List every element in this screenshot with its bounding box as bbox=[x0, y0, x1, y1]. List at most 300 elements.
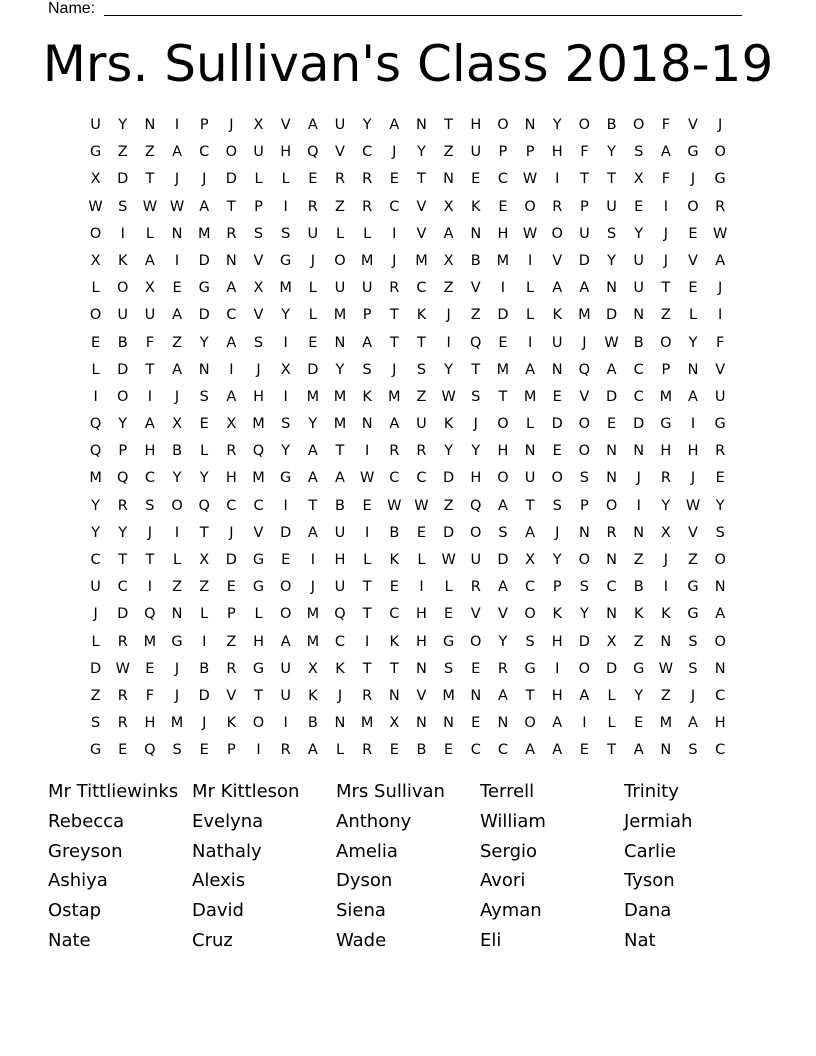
grid-cell[interactable]: M bbox=[659, 388, 673, 405]
grid-cell[interactable]: A bbox=[579, 280, 590, 297]
grid-cell[interactable]: O bbox=[470, 524, 482, 541]
grid-cell[interactable]: O bbox=[578, 416, 591, 433]
grid-cell[interactable]: N bbox=[443, 171, 455, 188]
grid-cell[interactable]: Z bbox=[443, 280, 454, 297]
grid-cell[interactable]: M bbox=[279, 280, 292, 297]
grid-cell[interactable]: H bbox=[280, 144, 292, 161]
grid-cell[interactable]: D bbox=[578, 252, 590, 269]
grid-cell[interactable]: Q bbox=[470, 497, 482, 514]
grid-cell[interactable]: O bbox=[714, 144, 726, 161]
grid-cell[interactable]: T bbox=[579, 171, 589, 188]
grid-cell[interactable]: A bbox=[525, 742, 536, 759]
grid-cell[interactable]: P bbox=[362, 307, 372, 324]
grid-cell[interactable]: Y bbox=[688, 334, 698, 351]
grid-cell[interactable]: I bbox=[392, 225, 397, 242]
grid-cell[interactable]: E bbox=[226, 579, 236, 596]
grid-cell[interactable]: B bbox=[389, 524, 400, 541]
grid-cell[interactable]: N bbox=[416, 715, 427, 732]
grid-cell[interactable]: N bbox=[606, 443, 617, 460]
grid-cell[interactable]: C bbox=[715, 742, 726, 759]
grid-cell[interactable]: Q bbox=[144, 606, 156, 623]
grid-cell[interactable]: N bbox=[416, 660, 427, 677]
grid-cell[interactable]: I bbox=[256, 742, 261, 759]
grid-cell[interactable]: I bbox=[636, 497, 641, 514]
grid-cell[interactable]: H bbox=[416, 606, 427, 623]
grid-cell[interactable]: C bbox=[606, 579, 617, 596]
grid-cell[interactable]: X bbox=[606, 633, 617, 650]
grid-cell[interactable]: Y bbox=[362, 117, 372, 133]
grid-cell[interactable]: I bbox=[663, 579, 668, 596]
grid-cell[interactable]: W bbox=[441, 552, 456, 568]
grid-cell[interactable]: U bbox=[524, 470, 536, 487]
grid-cell[interactable]: D bbox=[117, 606, 129, 623]
grid-cell[interactable]: E bbox=[688, 225, 698, 242]
grid-cell[interactable]: Z bbox=[633, 552, 644, 568]
grid-cell[interactable]: U bbox=[334, 280, 346, 297]
grid-cell[interactable]: O bbox=[714, 552, 726, 568]
grid-cell[interactable]: O bbox=[632, 117, 645, 133]
grid-cell[interactable]: A bbox=[660, 144, 671, 161]
grid-cell[interactable]: N bbox=[171, 225, 183, 242]
grid-cell[interactable]: K bbox=[308, 687, 318, 704]
name-field[interactable] bbox=[48, 0, 742, 18]
grid-cell[interactable]: E bbox=[634, 198, 644, 215]
grid-cell[interactable]: X bbox=[90, 171, 101, 188]
grid-cell[interactable]: U bbox=[416, 416, 427, 433]
grid-cell[interactable]: H bbox=[714, 715, 726, 732]
grid-cell[interactable]: O bbox=[524, 715, 536, 732]
grid-cell[interactable]: I bbox=[527, 252, 533, 269]
grid-cell[interactable]: E bbox=[444, 742, 454, 759]
grid-cell[interactable]: V bbox=[416, 687, 427, 704]
grid-cell[interactable]: V bbox=[497, 606, 508, 623]
grid-cell[interactable]: E bbox=[389, 579, 399, 596]
grid-cell[interactable]: H bbox=[225, 470, 237, 487]
grid-cell[interactable]: L bbox=[363, 225, 372, 242]
grid-cell[interactable]: A bbox=[172, 307, 182, 324]
grid-cell[interactable]: L bbox=[308, 280, 317, 297]
grid-cell[interactable]: Y bbox=[634, 687, 644, 704]
grid-cell[interactable]: A bbox=[552, 715, 563, 732]
grid-cell[interactable]: O bbox=[117, 280, 129, 297]
grid-cell[interactable]: O bbox=[89, 307, 102, 324]
grid-cell[interactable]: T bbox=[335, 443, 345, 460]
grid-cell[interactable]: U bbox=[551, 334, 563, 351]
grid-cell[interactable]: C bbox=[525, 579, 536, 596]
grid-cell[interactable]: C bbox=[633, 361, 644, 378]
grid-cell[interactable]: D bbox=[225, 171, 237, 188]
grid-cell[interactable]: R bbox=[497, 660, 508, 677]
grid-cell[interactable]: M bbox=[659, 715, 673, 732]
grid-cell[interactable]: L bbox=[607, 715, 616, 732]
grid-cell[interactable]: C bbox=[117, 579, 128, 596]
grid-cell[interactable]: E bbox=[172, 280, 182, 297]
grid-cell[interactable]: U bbox=[606, 198, 617, 215]
grid-cell[interactable]: R bbox=[307, 198, 318, 215]
grid-cell[interactable]: N bbox=[687, 361, 699, 378]
grid-cell[interactable]: N bbox=[633, 443, 645, 460]
grid-cell[interactable]: T bbox=[525, 497, 535, 514]
grid-cell[interactable]: X bbox=[90, 252, 101, 269]
grid-cell[interactable]: L bbox=[281, 171, 290, 188]
grid-cell[interactable]: E bbox=[199, 742, 209, 759]
grid-cell[interactable]: A bbox=[362, 334, 373, 351]
grid-cell[interactable]: R bbox=[362, 687, 373, 704]
grid-cell[interactable]: U bbox=[633, 280, 645, 297]
grid-cell[interactable]: B bbox=[199, 660, 210, 677]
grid-cell[interactable]: L bbox=[526, 307, 535, 324]
grid-cell[interactable]: J bbox=[256, 361, 261, 378]
grid-cell[interactable]: J bbox=[663, 552, 668, 568]
grid-cell[interactable]: I bbox=[283, 388, 288, 405]
grid-cell[interactable]: M bbox=[252, 416, 265, 433]
grid-cell[interactable]: N bbox=[144, 117, 156, 133]
grid-cell[interactable]: U bbox=[714, 388, 726, 405]
grid-cell[interactable]: W bbox=[88, 198, 103, 215]
grid-cell[interactable]: M bbox=[578, 307, 591, 324]
grid-cell[interactable]: N bbox=[606, 552, 617, 568]
grid-cell[interactable]: X bbox=[199, 552, 210, 568]
grid-cell[interactable]: A bbox=[497, 497, 508, 514]
grid-cell[interactable]: L bbox=[145, 225, 154, 242]
grid-cell[interactable]: S bbox=[688, 633, 698, 650]
grid-cell[interactable]: P bbox=[118, 443, 128, 460]
grid-cell[interactable]: T bbox=[444, 117, 454, 133]
grid-cell[interactable]: N bbox=[443, 715, 455, 732]
grid-cell[interactable]: U bbox=[633, 252, 645, 269]
grid-cell[interactable]: L bbox=[91, 633, 100, 650]
grid-cell[interactable]: E bbox=[471, 171, 481, 188]
grid-cell[interactable]: O bbox=[497, 117, 509, 133]
grid-cell[interactable]: U bbox=[90, 117, 101, 133]
grid-cell[interactable]: S bbox=[606, 225, 617, 242]
grid-cell[interactable]: K bbox=[661, 606, 671, 623]
grid-cell[interactable]: P bbox=[552, 579, 562, 596]
grid-cell[interactable]: V bbox=[416, 198, 427, 215]
grid-cell[interactable]: T bbox=[417, 334, 426, 351]
grid-cell[interactable]: Y bbox=[199, 334, 209, 351]
grid-cell[interactable]: E bbox=[389, 171, 399, 188]
grid-cell[interactable]: F bbox=[661, 171, 671, 188]
grid-cell[interactable]: I bbox=[718, 307, 723, 324]
grid-cell[interactable]: H bbox=[253, 388, 264, 405]
grid-cell[interactable]: C bbox=[226, 307, 237, 324]
grid-cell[interactable]: U bbox=[117, 307, 129, 324]
grid-cell[interactable]: M bbox=[306, 606, 320, 623]
grid-cell[interactable]: C bbox=[199, 144, 210, 161]
grid-cell[interactable]: C bbox=[416, 280, 427, 297]
grid-cell[interactable]: J bbox=[473, 416, 478, 433]
grid-cell[interactable]: O bbox=[470, 633, 482, 650]
grid-cell[interactable]: A bbox=[443, 225, 454, 242]
grid-cell[interactable]: T bbox=[362, 579, 372, 596]
grid-cell[interactable]: E bbox=[688, 280, 698, 297]
grid-cell[interactable]: T bbox=[362, 606, 372, 623]
grid-cell[interactable]: I bbox=[229, 361, 234, 378]
grid-cell[interactable]: J bbox=[582, 334, 587, 351]
grid-cell[interactable]: E bbox=[552, 388, 562, 405]
grid-cell[interactable]: E bbox=[444, 606, 454, 623]
grid-cell[interactable]: N bbox=[524, 117, 536, 133]
grid-cell[interactable]: A bbox=[579, 687, 590, 704]
grid-cell[interactable]: K bbox=[443, 416, 454, 433]
grid-cell[interactable]: Z bbox=[660, 687, 671, 704]
grid-cell[interactable]: J bbox=[337, 687, 343, 704]
grid-cell[interactable]: H bbox=[416, 633, 427, 650]
grid-cell[interactable]: I bbox=[365, 633, 370, 650]
grid-cell[interactable]: O bbox=[578, 552, 591, 568]
grid-cell[interactable]: V bbox=[253, 307, 264, 324]
grid-cell[interactable]: N bbox=[334, 715, 346, 732]
grid-cell[interactable]: P bbox=[199, 117, 209, 133]
grid-cell[interactable]: I bbox=[690, 416, 696, 433]
grid-cell[interactable]: O bbox=[279, 579, 292, 596]
grid-cell[interactable]: V bbox=[253, 252, 264, 269]
grid-cell[interactable]: W bbox=[115, 660, 130, 677]
grid-cell[interactable]: G bbox=[633, 660, 645, 677]
grid-cell[interactable]: N bbox=[524, 443, 536, 460]
grid-cell[interactable]: R bbox=[715, 443, 726, 460]
grid-cell[interactable]: A bbox=[715, 252, 726, 269]
grid-cell[interactable]: A bbox=[307, 117, 318, 133]
grid-cell[interactable]: R bbox=[389, 443, 400, 460]
grid-cell[interactable]: L bbox=[417, 552, 426, 568]
grid-cell[interactable]: D bbox=[605, 307, 618, 324]
grid-cell[interactable]: E bbox=[471, 660, 481, 677]
grid-cell[interactable]: D bbox=[198, 687, 210, 704]
grid-cell[interactable]: H bbox=[470, 470, 482, 487]
grid-cell[interactable]: U bbox=[361, 280, 373, 297]
grid-cell[interactable]: X bbox=[253, 117, 264, 133]
grid-cell[interactable]: G bbox=[89, 742, 102, 759]
grid-cell[interactable]: E bbox=[199, 416, 209, 433]
grid-cell[interactable]: R bbox=[362, 742, 373, 759]
grid-cell[interactable]: T bbox=[607, 742, 616, 759]
grid-cell[interactable]: G bbox=[660, 416, 672, 433]
grid-cell[interactable]: L bbox=[444, 579, 453, 596]
grid-cell[interactable]: W bbox=[414, 497, 429, 514]
grid-cell[interactable]: S bbox=[281, 225, 291, 242]
grid-cell[interactable]: E bbox=[416, 524, 427, 541]
grid-cell[interactable]: Y bbox=[634, 225, 644, 242]
grid-cell[interactable]: M bbox=[360, 715, 374, 732]
grid-cell[interactable]: C bbox=[633, 388, 644, 405]
grid-cell[interactable]: R bbox=[715, 198, 726, 215]
grid-cell[interactable]: D bbox=[225, 552, 237, 568]
grid-cell[interactable]: X bbox=[525, 552, 536, 568]
grid-cell[interactable]: O bbox=[497, 470, 509, 487]
grid-cell[interactable]: H bbox=[497, 225, 509, 242]
grid-cell[interactable]: L bbox=[173, 552, 182, 568]
grid-cell[interactable]: T bbox=[389, 307, 399, 324]
grid-cell[interactable]: Q bbox=[334, 606, 346, 623]
grid-cell[interactable]: U bbox=[334, 117, 346, 133]
grid-cell[interactable]: S bbox=[688, 742, 698, 759]
grid-cell[interactable]: Y bbox=[579, 606, 589, 623]
grid-cell[interactable]: R bbox=[226, 660, 237, 677]
grid-cell[interactable]: T bbox=[145, 171, 155, 188]
grid-cell[interactable]: B bbox=[335, 497, 345, 514]
grid-cell[interactable]: K bbox=[389, 633, 400, 650]
grid-cell[interactable]: D bbox=[198, 252, 210, 269]
grid-cell[interactable]: I bbox=[500, 280, 506, 297]
grid-cell[interactable]: P bbox=[661, 361, 671, 378]
grid-cell[interactable]: J bbox=[690, 470, 696, 487]
grid-cell[interactable]: E bbox=[145, 660, 155, 677]
grid-cell[interactable]: I bbox=[365, 524, 370, 541]
grid-cell[interactable]: G bbox=[252, 552, 265, 568]
grid-cell[interactable]: R bbox=[117, 687, 128, 704]
grid-cell[interactable]: L bbox=[200, 443, 209, 460]
grid-cell[interactable]: W bbox=[522, 225, 538, 242]
grid-cell[interactable]: V bbox=[688, 117, 698, 133]
grid-cell[interactable]: S bbox=[715, 524, 725, 541]
grid-cell[interactable]: W bbox=[387, 497, 402, 514]
grid-cell[interactable]: L bbox=[688, 307, 698, 324]
grid-cell[interactable]: C bbox=[389, 198, 400, 215]
grid-cell[interactable]: A bbox=[199, 198, 210, 215]
grid-cell[interactable]: H bbox=[144, 715, 156, 732]
grid-cell[interactable]: Q bbox=[578, 361, 591, 378]
grid-cell[interactable]: R bbox=[362, 198, 373, 215]
grid-cell[interactable]: W bbox=[522, 171, 538, 188]
grid-cell[interactable]: S bbox=[471, 388, 481, 405]
grid-cell[interactable]: L bbox=[335, 742, 345, 759]
grid-cell[interactable]: H bbox=[334, 552, 346, 568]
grid-cell[interactable]: Z bbox=[117, 144, 128, 161]
grid-cell[interactable]: Z bbox=[688, 552, 698, 568]
grid-cell[interactable]: T bbox=[145, 552, 155, 568]
grid-cell[interactable]: Y bbox=[281, 307, 291, 324]
grid-cell[interactable]: R bbox=[470, 579, 481, 596]
grid-cell[interactable]: L bbox=[308, 307, 317, 324]
grid-cell[interactable]: C bbox=[470, 742, 481, 759]
grid-cell[interactable]: O bbox=[524, 606, 536, 623]
grid-cell[interactable]: A bbox=[335, 470, 345, 487]
grid-cell[interactable]: C bbox=[90, 552, 101, 568]
grid-cell[interactable]: M bbox=[143, 633, 157, 650]
grid-cell[interactable]: B bbox=[172, 443, 183, 460]
grid-cell[interactable]: I bbox=[419, 579, 424, 596]
grid-cell[interactable]: U bbox=[280, 660, 291, 677]
grid-cell[interactable]: A bbox=[172, 361, 182, 378]
grid-cell[interactable]: P bbox=[226, 742, 236, 759]
grid-cell[interactable]: Y bbox=[308, 416, 318, 433]
grid-cell[interactable]: Y bbox=[118, 416, 128, 433]
grid-cell[interactable]: R bbox=[552, 198, 563, 215]
grid-cell[interactable]: M bbox=[333, 307, 347, 324]
grid-cell[interactable]: H bbox=[551, 633, 563, 650]
grid-cell[interactable]: P bbox=[254, 198, 263, 215]
grid-cell[interactable]: T bbox=[362, 660, 372, 677]
grid-cell[interactable]: N bbox=[334, 334, 346, 351]
grid-cell[interactable]: N bbox=[606, 470, 617, 487]
grid-cell[interactable]: C bbox=[362, 144, 373, 161]
grid-cell[interactable]: Z bbox=[443, 144, 454, 161]
grid-cell[interactable]: S bbox=[253, 334, 264, 351]
grid-cell[interactable]: U bbox=[90, 579, 101, 596]
grid-cell[interactable]: J bbox=[392, 252, 397, 269]
grid-cell[interactable]: M bbox=[388, 388, 401, 405]
grid-cell[interactable]: K bbox=[389, 552, 400, 568]
grid-cell[interactable]: O bbox=[687, 198, 699, 215]
grid-cell[interactable]: M bbox=[89, 470, 102, 487]
grid-cell[interactable]: D bbox=[280, 524, 292, 541]
grid-cell[interactable]: C bbox=[715, 687, 726, 704]
grid-cell[interactable]: B bbox=[633, 334, 644, 351]
grid-cell[interactable]: I bbox=[120, 225, 125, 242]
grid-cell[interactable]: W bbox=[142, 198, 158, 215]
grid-cell[interactable]: C bbox=[497, 742, 508, 759]
grid-cell[interactable]: X bbox=[280, 361, 291, 378]
grid-cell[interactable]: Z bbox=[226, 633, 237, 650]
grid-cell[interactable]: B bbox=[416, 742, 427, 759]
grid-cell[interactable]: T bbox=[661, 280, 671, 297]
grid-cell[interactable]: F bbox=[716, 334, 725, 351]
grid-cell[interactable]: H bbox=[497, 443, 509, 460]
grid-cell[interactable]: A bbox=[497, 579, 508, 596]
grid-cell[interactable]: X bbox=[443, 252, 454, 269]
grid-cell[interactable]: V bbox=[416, 225, 427, 242]
grid-cell[interactable]: P bbox=[580, 497, 589, 514]
grid-cell[interactable]: S bbox=[579, 579, 589, 596]
grid-cell[interactable]: Q bbox=[117, 470, 129, 487]
grid-cell[interactable]: J bbox=[174, 388, 180, 405]
grid-cell[interactable]: I bbox=[555, 171, 560, 188]
grid-cell[interactable]: J bbox=[718, 117, 723, 133]
grid-cell[interactable]: J bbox=[663, 252, 668, 269]
grid-cell[interactable]: C bbox=[226, 497, 237, 514]
grid-cell[interactable]: J bbox=[174, 660, 180, 677]
grid-cell[interactable]: G bbox=[171, 633, 183, 650]
grid-cell[interactable]: Y bbox=[91, 524, 100, 541]
grid-cell[interactable]: R bbox=[416, 443, 427, 460]
grid-cell[interactable]: T bbox=[308, 497, 318, 514]
grid-cell[interactable]: W bbox=[169, 198, 185, 215]
grid-cell[interactable]: A bbox=[280, 633, 291, 650]
grid-cell[interactable]: N bbox=[361, 416, 373, 433]
grid-cell[interactable]: J bbox=[229, 524, 234, 541]
grid-cell[interactable]: I bbox=[582, 715, 587, 732]
grid-cell[interactable]: A bbox=[307, 742, 318, 759]
grid-cell[interactable]: X bbox=[226, 416, 237, 433]
grid-cell[interactable]: S bbox=[172, 742, 182, 759]
grid-cell[interactable]: J bbox=[229, 117, 234, 133]
grid-cell[interactable]: N bbox=[416, 117, 427, 133]
grid-cell[interactable]: R bbox=[334, 171, 346, 188]
grid-cell[interactable]: I bbox=[283, 334, 288, 351]
grid-cell[interactable]: Y bbox=[552, 117, 562, 133]
grid-cell[interactable]: T bbox=[226, 198, 236, 215]
grid-cell[interactable]: S bbox=[688, 660, 698, 677]
grid-cell[interactable]: Y bbox=[172, 470, 182, 487]
grid-cell[interactable]: S bbox=[199, 388, 209, 405]
grid-cell[interactable]: E bbox=[308, 334, 318, 351]
grid-cell[interactable]: Y bbox=[607, 144, 616, 161]
grid-cell[interactable]: O bbox=[524, 198, 536, 215]
grid-cell[interactable]: H bbox=[660, 443, 672, 460]
grid-cell[interactable]: L bbox=[526, 416, 535, 433]
grid-cell[interactable]: G bbox=[687, 579, 699, 596]
grid-cell[interactable]: Z bbox=[470, 307, 481, 324]
grid-cell[interactable]: O bbox=[660, 334, 672, 351]
grid-cell[interactable]: M bbox=[197, 225, 211, 242]
grid-cell[interactable]: Z bbox=[199, 579, 210, 596]
grid-cell[interactable]: H bbox=[551, 144, 563, 161]
grid-cell[interactable]: X bbox=[443, 198, 454, 215]
grid-cell[interactable]: J bbox=[718, 280, 723, 297]
grid-cell[interactable]: J bbox=[202, 715, 207, 732]
